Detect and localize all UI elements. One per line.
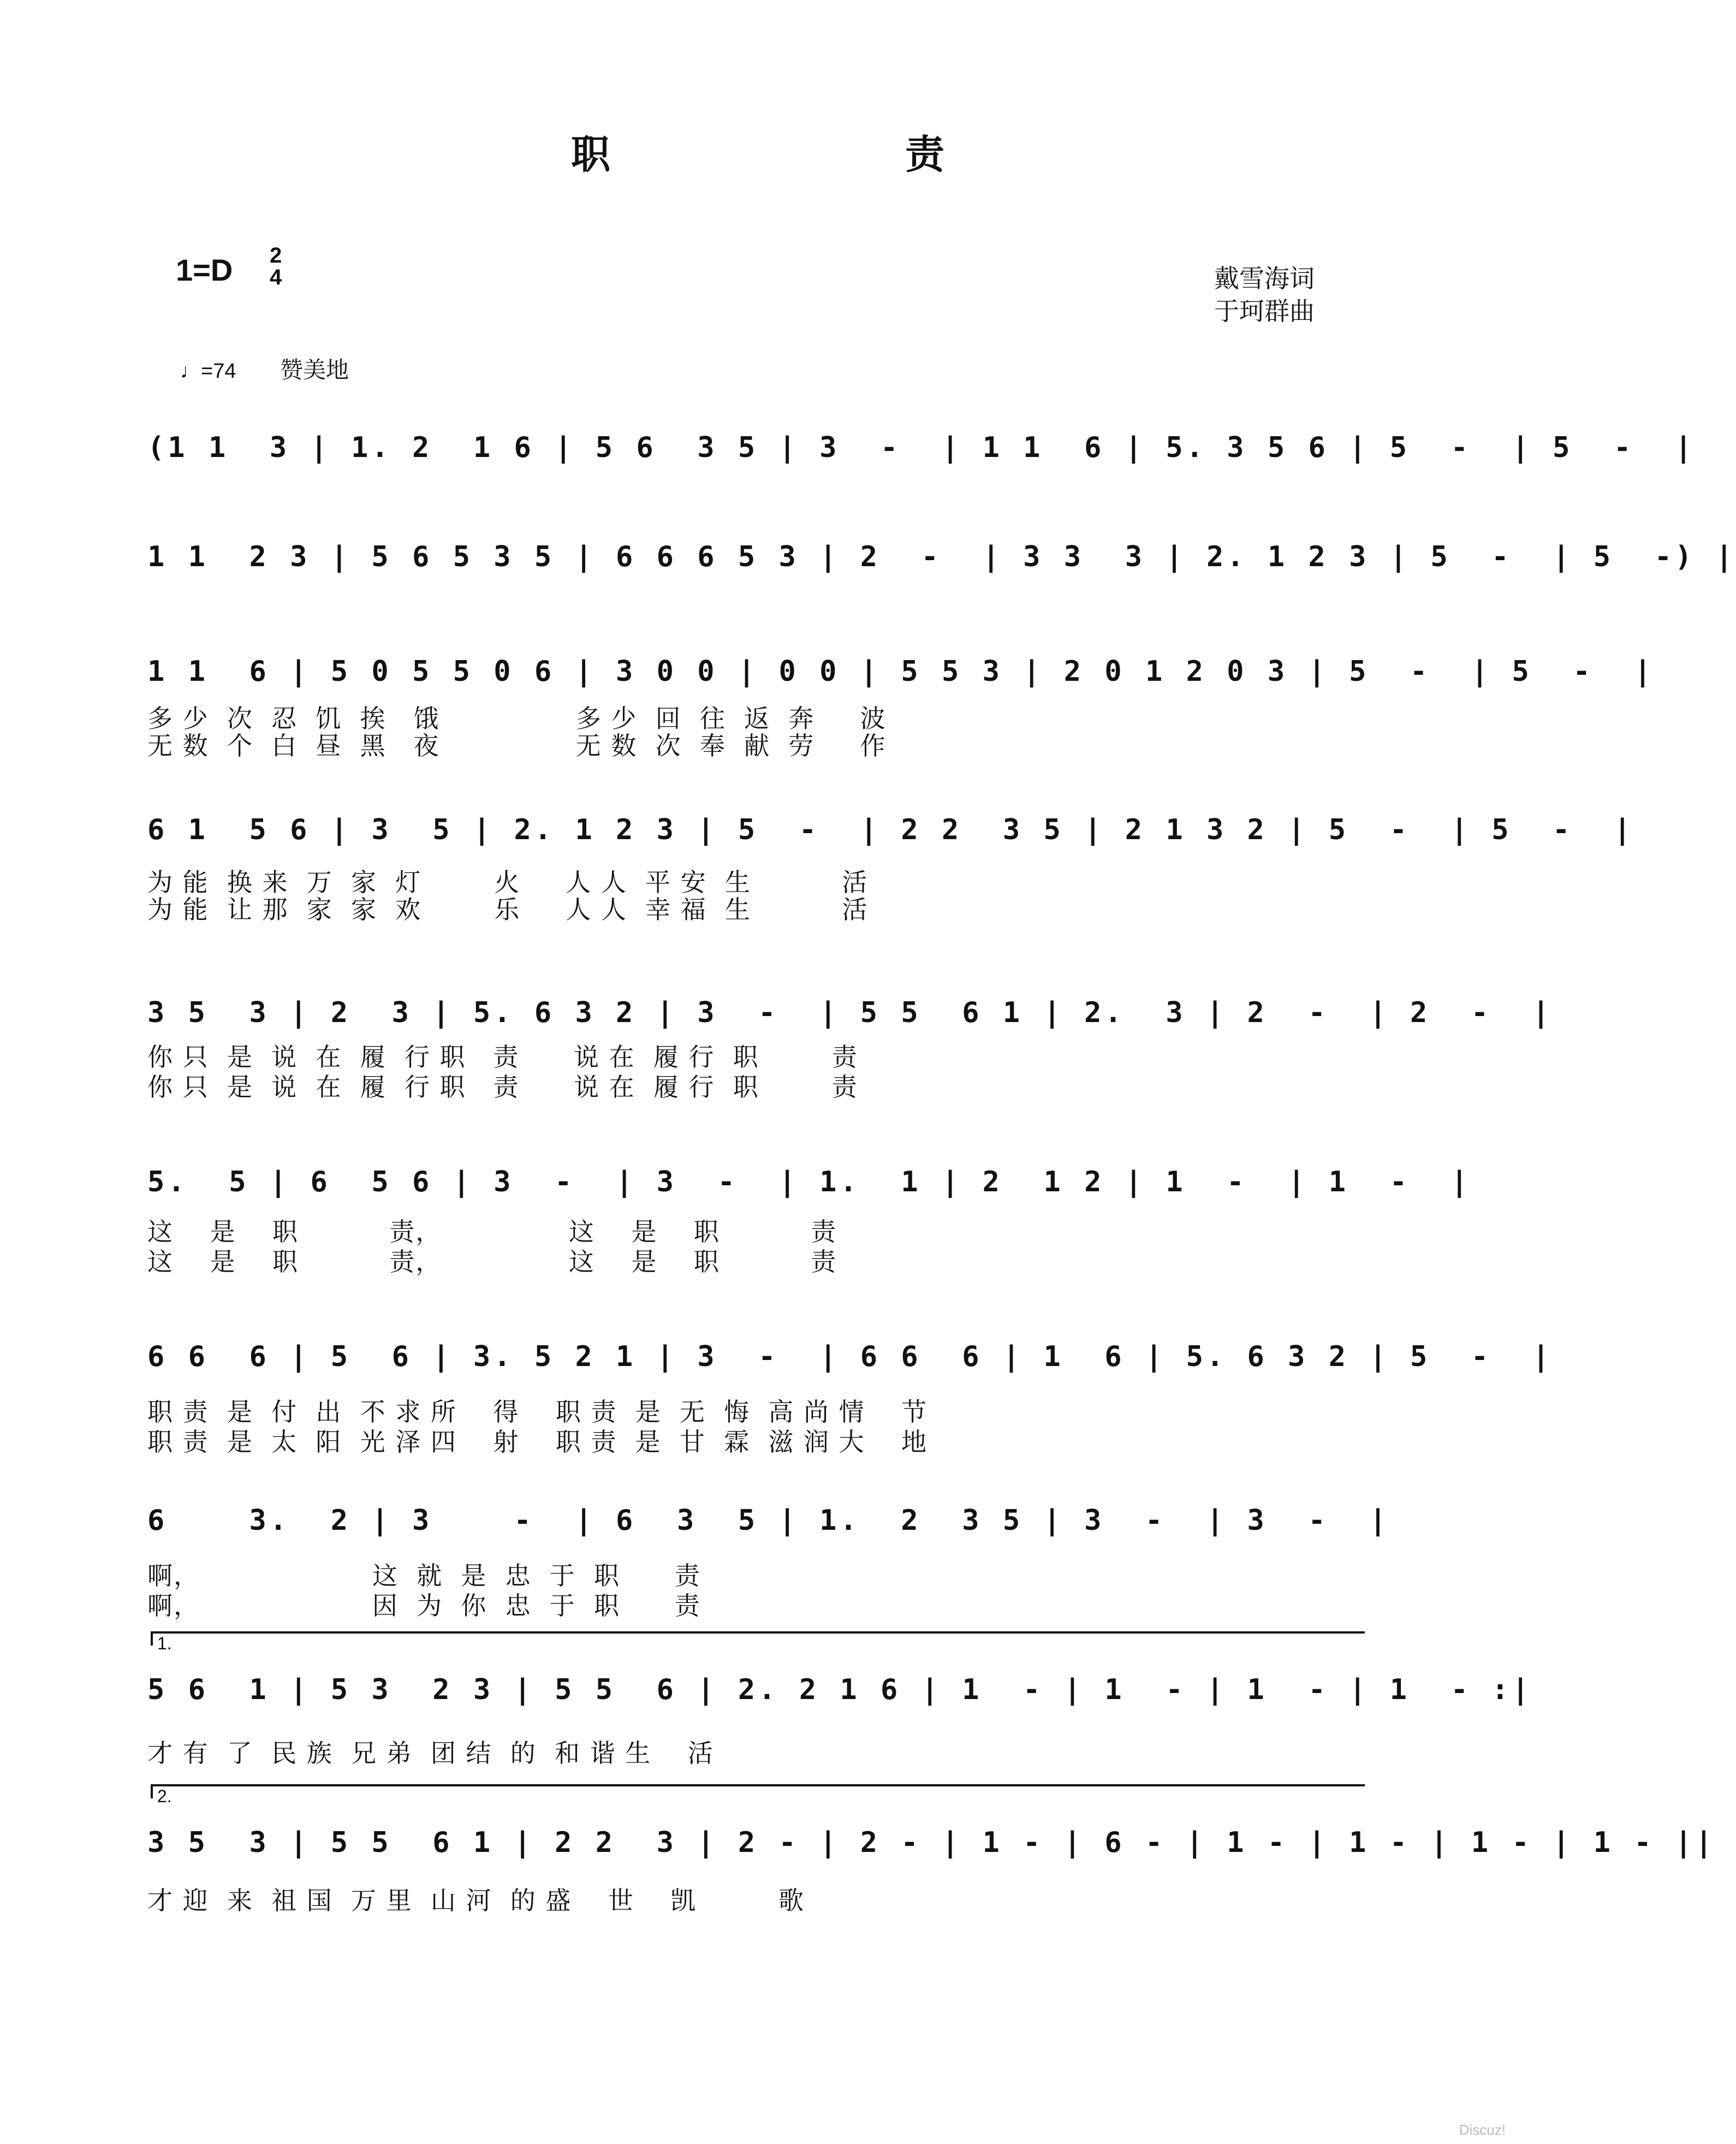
tempo-marking: ♩=74 [180, 360, 236, 383]
first-ending-bracket [151, 1631, 1365, 1653]
lyric-row-9: 才 有 了 民 族 兄 弟 团 结 的 和 谐 生 活 [147, 1738, 714, 1768]
lyricist: 戴雪海词 [1214, 264, 1315, 293]
second-ending-label: 2. [157, 1786, 172, 1806]
notes-row-4: 6 1 5 6 | 3 5 | 2. 1 2 3 | 5 - | 2 2 3 5 | 2 1 3 2 | 5 - | 5 - | [147, 813, 1634, 846]
key-signature: 1=D [176, 253, 233, 287]
time-signature-bottom: 4 [270, 265, 282, 289]
lyric-row-4-verse-1: 为 能 换 来 万 家 灯 火 人 人 平 安 生 活 [147, 868, 869, 897]
notes-row-9: 5 6 1 | 5 3 2 3 | 5 5 6 | 2. 2 1 6 | 1 - | 1 - | 1 - | 1 - :| [147, 1673, 1532, 1706]
second-ending-bracket [151, 1784, 1365, 1806]
lyric-row-6-verse-2: 这 是 职 责， 这 是 职 责 [147, 1247, 837, 1276]
lyric-row-7-verse-2: 职 责 是 太 阳 光 泽 四 射 职 责 是 甘 霖 滋 润 大 地 [147, 1427, 928, 1457]
score-title: 职责 [571, 131, 1239, 177]
lyric-row-4-verse-2: 为 能 让 那 家 家 欢 乐 人 人 幸 福 生 活 [147, 895, 869, 924]
notes-row-5: 3 5 3 | 2 3 | 5. 6 3 2 | 3 - | 5 5 6 1 | 2. 3 | 2 - | 2 - | [147, 996, 1553, 1029]
lyric-row-8-verse-2: 啊， 因 为 你 忠 于 职 责 [147, 1591, 701, 1620]
notes-row-6: 5. 5 | 6 5 6 | 3 - | 3 - | 1. 1 | 2 1 2 | 1 - | 1 - | [147, 1166, 1471, 1198]
lyric-row-3-verse-2: 无 数 个 白 昼 黑 夜 无 数 次 奉 献 劳 作 [147, 731, 887, 761]
time-signature [270, 245, 282, 288]
time-signature-top: 2 [270, 243, 282, 268]
notes-row-10: 3 5 3 | 5 5 6 1 | 2 2 3 | 2 - | 2 - | 1 - | 6 - | 1 - | 1 - | 1 - | 1 - || [147, 1826, 1716, 1859]
expression-marking: 赞美地 [280, 357, 349, 383]
notes-row-8: 6 3. 2 | 3 - | 6 3 5 | 1. 2 3 5 | 3 - | 3 - | [147, 1504, 1390, 1537]
notes-row-3: 1 1 6 | 5 0 5 5 0 6 | 3 0 0 | 0 0 | 5 5 3 | 2 0 1 2 0 3 | 5 - | 5 - | [147, 655, 1655, 688]
lyric-row-5-verse-2: 你 只 是 说 在 履 行 职 责 说 在 履 行 职 责 [147, 1072, 858, 1102]
lyric-row-3-verse-1: 多 少 次 忍 饥 挨 饿 多 少 回 往 返 奔 波 [147, 704, 887, 733]
lyric-row-7-verse-1: 职 责 是 付 出 不 求 所 得 职 责 是 无 悔 高 尚 情 节 [147, 1397, 928, 1427]
composer: 于珂群曲 [1214, 297, 1315, 325]
notes-row-7: 6 6 6 | 5 6 | 3. 5 2 1 | 3 - | 6 6 6 | 1 6 | 5. 6 3 2 | 5 - | [147, 1340, 1553, 1373]
notes-row-2: 1 1 2 3 | 5 6 5 3 5 | 6 6 6 5 3 | 2 - | 3 3 3 | 2. 1 2 3 | 5 - | 5 -) | [147, 541, 1736, 573]
tempo-line [180, 352, 349, 385]
lyric-row-10: 才 迎 来 祖 国 万 里 山 河 的 盛 世 凯 歌 [147, 1886, 805, 1915]
lyric-row-5-verse-1: 你 只 是 说 在 履 行 职 责 说 在 履 行 职 责 [147, 1042, 858, 1072]
lyric-row-8-verse-1: 啊， 这 就 是 忠 于 职 责 [147, 1561, 701, 1590]
first-ending-label: 1. [157, 1634, 172, 1653]
watermark: Discuz! [1459, 2122, 1506, 2138]
notes-row-1: (1 1 3 | 1. 2 1 6 | 5 6 3 5 | 3 - | 1 1 6 | 5. 3 5 6 | 5 - | 5 - | [147, 431, 1696, 464]
credits [1214, 262, 1315, 328]
lyric-row-6-verse-1: 这 是 职 责， 这 是 职 责 [147, 1217, 837, 1246]
